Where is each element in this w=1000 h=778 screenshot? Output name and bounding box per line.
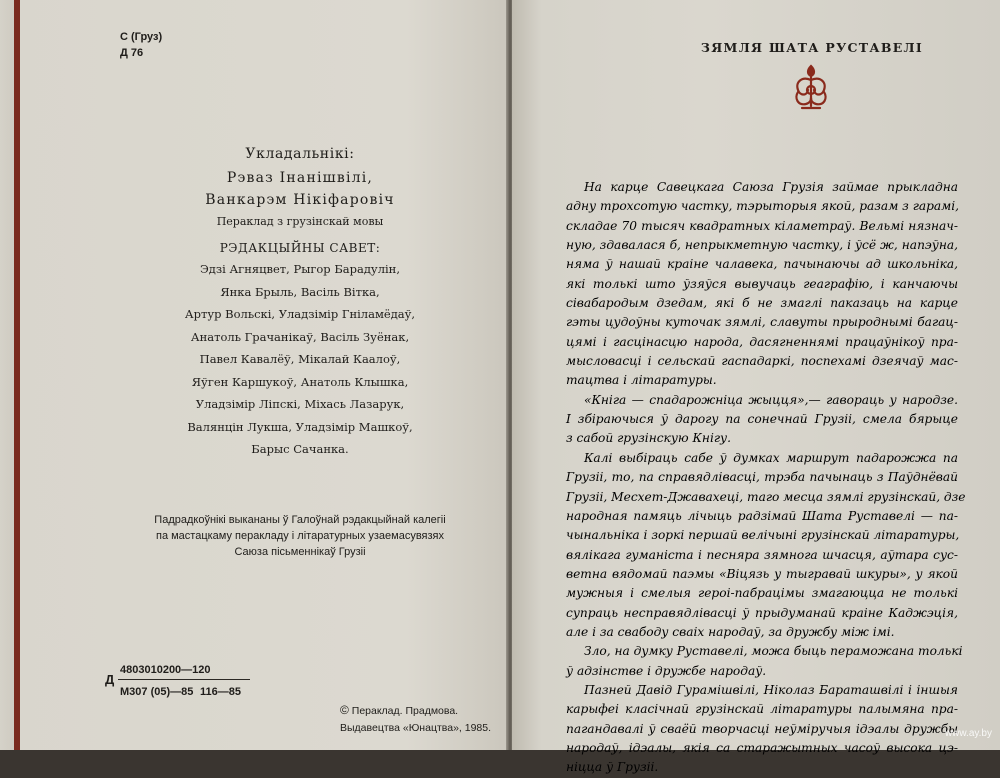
text-line: мысловасці і сельскай гаспадаркі, поспехамі дзеячаў мас-	[566, 354, 958, 369]
catalog-code: Д 76	[120, 47, 144, 59]
editorial-board-list	[140, 258, 460, 461]
compiler-name: Рэваз Інанішвілі,	[226, 170, 374, 186]
catalog-fraction-rule	[118, 679, 250, 680]
text-line: чынальніка і зоркі першай велічыні грузінскай літаратуры,	[566, 528, 960, 543]
text-line: Пазней Давід Гурамішвілі, Ніколаз Бараташвілі і іншыя	[584, 682, 958, 697]
paragraph	[566, 178, 958, 391]
board-members-line: Валянцін Лукша, Уладзімір Машкоў,	[187, 419, 413, 434]
publisher-note	[110, 512, 490, 560]
text-line: вялікага гуманіста і песняра зямнога шчасця, аўтара сус-	[566, 547, 958, 562]
text-line: мужныя і смелыя героі-пабрацімы змагаюцца не толькі	[566, 586, 958, 601]
compilers-label: Укладальнікі:	[245, 146, 355, 162]
article-body	[566, 178, 966, 778]
text-line: І збіраючыся ў дарогу па сонечнай Грузіі, смела бярыце	[566, 412, 958, 427]
board-members-line: Янка Брыль, Васіль Вітка,	[220, 284, 380, 299]
left-page	[0, 0, 508, 750]
text-line: Грузіі, то, па справядлівасці, трэба пачынаць з Паўднёвай	[566, 470, 958, 485]
catalog-code-top: 4803010200—120	[120, 664, 211, 676]
catalog-code-bottom: М307 (05)—85	[120, 686, 194, 698]
cover-edge-band	[14, 0, 20, 750]
text-line: народная памяць лічыць радзімай Шата Руставелі — па-	[566, 508, 958, 523]
paragraph	[566, 391, 958, 449]
copyright-icon: ©	[340, 703, 349, 717]
text-line: няма ў нашай краіне чалавека, пачынаючы ад школьніка,	[566, 257, 958, 272]
copyright-line: Пераклад. Прадмова.	[351, 705, 459, 717]
chapter-title: ЗЯМЛЯ ШАТА РУСТАВЕЛІ	[700, 40, 924, 55]
copyright-line: Выдавецтва «Юнацтва», 1985.	[340, 722, 492, 734]
text-line: ў адзінстве і дружбе народаў.	[566, 663, 767, 678]
text-line: карыфеі класічнай грузінскай літаратуры палымяна пра-	[566, 702, 958, 717]
text-line: ніцца ў Грузіі.	[566, 760, 659, 775]
text-line: які толькі што ўзяўся вывучаць геаграфію, і канчаючы	[566, 276, 958, 291]
site-watermark: www.ay.by	[944, 728, 992, 739]
publisher-note-line: па мастацкаму перакладу і літаратурных узаемасувязях	[155, 530, 445, 542]
text-line: складае 70 тысяч квадратных кіламетраў. Вельмі нязнач-	[566, 218, 958, 233]
text-line: пагандавалі ў сваёй творчасці неўміручыя ідэалы дружбы	[566, 721, 958, 736]
text-line: з сабой грузінскую Кнігу.	[566, 431, 731, 446]
board-members-line: Павел Кавалёў, Мікалай Каалоў,	[199, 352, 401, 366]
board-members-line: Уладзімір Ліпскі, Міхась Лазарук,	[195, 397, 405, 411]
text-line: «Кніга — спадарожніца жыцця»,— гавораць у народзе.	[584, 392, 958, 407]
paragraph	[566, 681, 958, 778]
paragraph	[566, 642, 963, 681]
board-members-line: Артур Вольскі, Уладзімір Гніламёдаў,	[184, 307, 416, 321]
text-line: адну трохсотую частку, тэрыторыя якой, разам з гарамі,	[566, 199, 960, 214]
text-line: тацтва і літаратуры.	[566, 373, 717, 388]
text-line: народаў, ідэалы, якія са старажытных часоў высока цэ-	[566, 740, 958, 755]
georgian-ornament-icon	[790, 62, 832, 110]
text-line: цямі і гасцінасцю народа, дасягненнямі працаўнікоў пра-	[566, 334, 958, 349]
board-members-line: Эдзі Агняцвет, Рыгор Барадулін,	[199, 262, 401, 276]
classification-code: С (Груз)	[120, 31, 163, 43]
book-edge	[0, 0, 14, 750]
text-line: ную, здавалася б, непрыкметную частку, і ўсё ж, напэўна,	[566, 238, 958, 253]
publisher-note-line: Саюза пісьменнікаў Грузіі	[234, 546, 366, 558]
text-line: але і за свабоду сваіх народаў, за дружбу між імі.	[566, 624, 895, 639]
copyright-block	[340, 702, 491, 737]
text-line: супраць несправядлівасці ў прыдуманай краіне Каджэція,	[566, 605, 958, 620]
board-members-line: Анатоль Грачанікаў, Васіль Зуёнак,	[190, 329, 410, 344]
text-line: Калі выбіраць сабе ў думках маршрут падарожжа па	[584, 450, 958, 465]
compiler-name: Ванкарэм Нікіфаровіч	[205, 192, 395, 208]
text-line: сівабародым дзедам, які б не змаглі паказаць на карце	[566, 296, 958, 311]
catalog-letter: Д	[105, 672, 115, 687]
board-members-line: Яўген Каршукоў, Анатоль Клышка,	[191, 374, 409, 389]
catalog-code-right: 116—85	[200, 686, 241, 698]
paragraph	[566, 449, 966, 642]
translation-note: Пераклад з грузінскай мовы	[216, 215, 384, 228]
publisher-note-line: Падрадкоўнікі выкананы ў Галоўнай рэдакцыйнай калегіі	[154, 514, 446, 526]
text-line: гэты цудоўны куточак зямлі, славуты прыроднымі багац-	[566, 315, 958, 330]
editorial-board-title: РЭДАКЦЫЙНЫ САВЕТ:	[219, 241, 381, 255]
text-line: ветна вядомай паэмы «Віцязь у тыгравай шкуры», у якой	[566, 566, 958, 581]
text-line: На карце Савецкага Саюза Грузія займае прыкладна	[584, 180, 958, 194]
board-members-line: Барыс Сачанка.	[251, 442, 349, 456]
text-line: Зло, на думку Руставелі, можа быць пераможана толькі	[584, 644, 963, 659]
text-line: Грузіі, Месхет-Джавахеці, таго месца зямлі грузінскай, дзе	[566, 489, 966, 504]
